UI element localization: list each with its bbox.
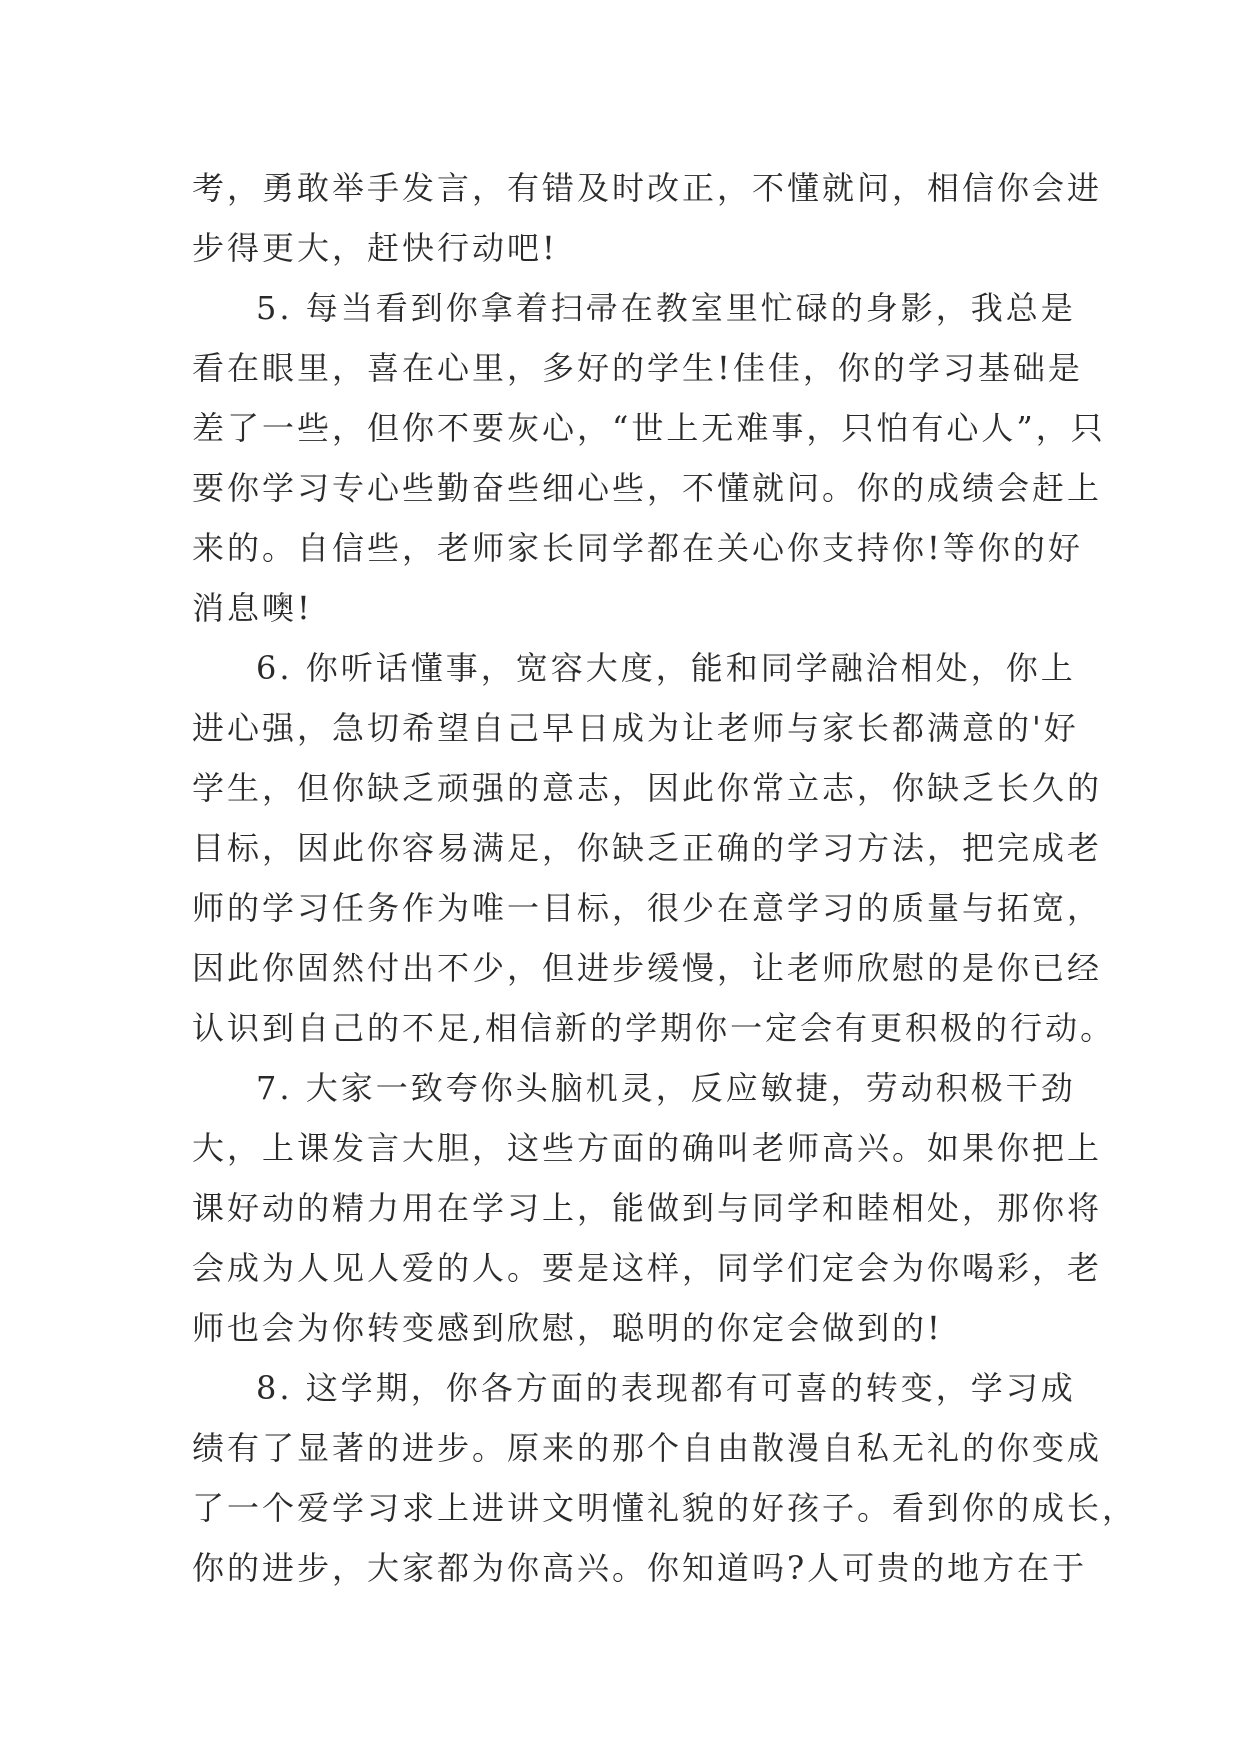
text-line: 师也会为你转变感到欣慰，聪明的你定会做到的! <box>192 1309 943 1347</box>
text-line: 师的学习任务作为唯一目标，很少在意学习的质量与拓宽， <box>192 889 1103 927</box>
text-line: 认识到自己的不足,相信新的学期你一定会有更积极的行动。 <box>192 1009 1116 1047</box>
text-line: 因此你固然付出不少，但进步缓慢，让老师欣慰的是你已经 <box>192 949 1103 987</box>
text-line: 消息噢! <box>192 589 313 627</box>
text-line: 要你学习专心些勤奋些细心些，不懂就问。你的成绩会赶上 <box>192 469 1103 507</box>
text-line: 学生，但你缺乏顽强的意志，因此你常立志，你缺乏长久的 <box>192 769 1103 807</box>
text-line: 步得更大，赶快行动吧! <box>192 229 558 267</box>
text-line: 会成为人见人爱的人。要是这样，同学们定会为你喝彩，老 <box>192 1249 1103 1287</box>
text-line: 目标，因此你容易满足，你缺乏正确的学习方法，把完成老 <box>192 829 1103 867</box>
text-line: 看在眼里，喜在心里，多好的学生!佳佳，你的学习基础是 <box>192 349 1083 387</box>
paragraph-start-6: 6. 你听话懂事，宽容大度，能和同学融洽相处，你上 <box>256 649 1076 687</box>
text-line: 差了一些，但你不要灰心，“世上无难事，只怕有心人”，只 <box>192 409 1106 447</box>
text-line: 考，勇敢举手发言，有错及时改正，不懂就问，相信你会进 <box>192 169 1103 207</box>
document-body <box>192 158 1138 1598</box>
text-line: 你的进步，大家都为你高兴。你知道吗?人可贵的地方在于 <box>192 1549 1088 1587</box>
text-line: 了一个爱学习求上进讲文明懂礼貌的好孩子。看到你的成长， <box>192 1489 1138 1527</box>
text-line: 来的。自信些，老师家长同学都在关心你支持你!等你的好 <box>192 529 1083 567</box>
text-line: 绩有了显著的进步。原来的那个自由散漫自私无礼的你变成 <box>192 1429 1103 1467</box>
text-line: 大，上课发言大胆，这些方面的确叫老师高兴。如果你把上 <box>192 1129 1103 1167</box>
text-line: 进心强，急切希望自己早日成为让老师与家长都满意的'好 <box>192 709 1079 747</box>
paragraph-start-7: 7. 大家一致夸你头脑机灵，反应敏捷，劳动积极干劲 <box>256 1069 1076 1107</box>
text-line: 课好动的精力用在学习上，能做到与同学和睦相处，那你将 <box>192 1189 1103 1227</box>
paragraph-start-8: 8. 这学期，你各方面的表现都有可喜的转变，学习成 <box>256 1369 1076 1407</box>
paragraph-start-5: 5. 每当看到你拿着扫帚在教室里忙碌的身影，我总是 <box>256 289 1076 327</box>
